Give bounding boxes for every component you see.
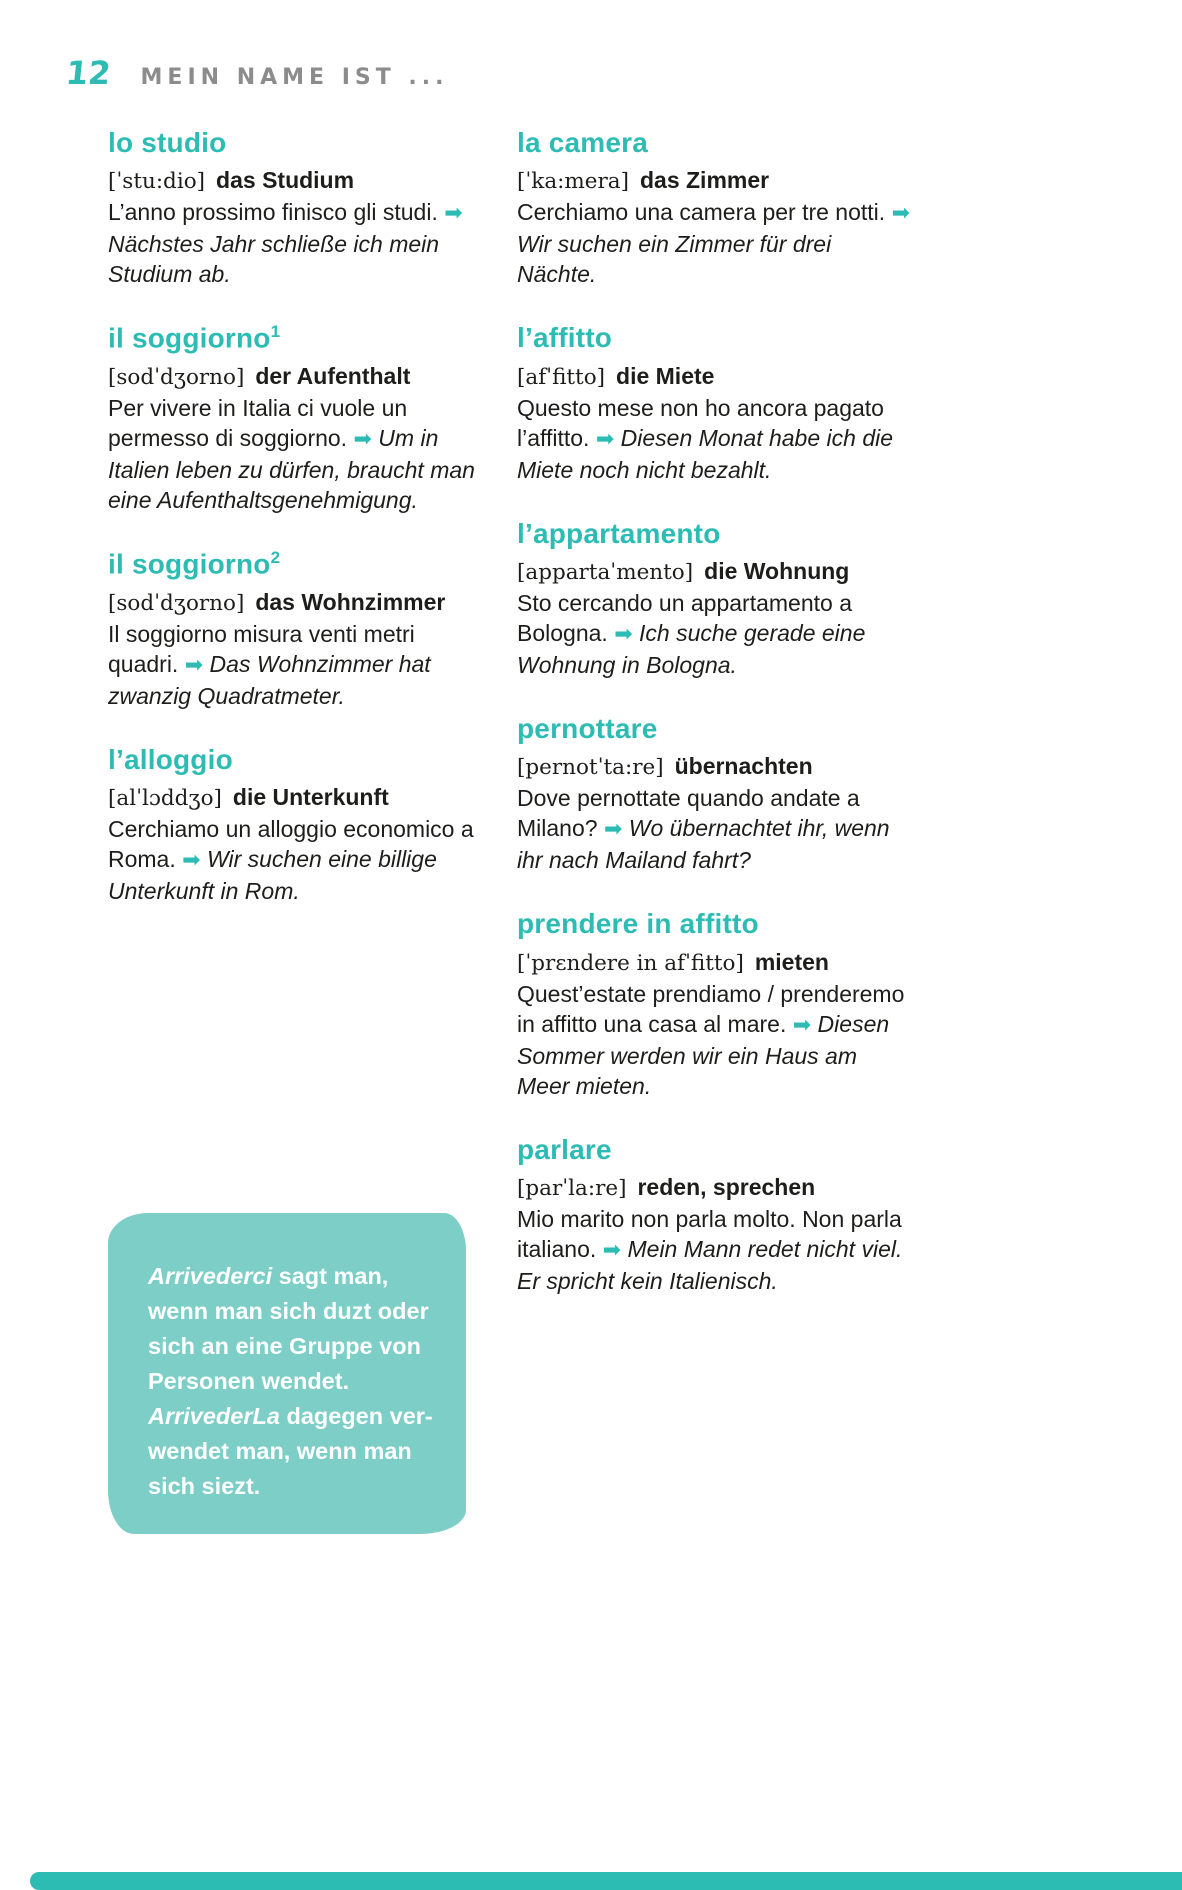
entry-example	[108, 814, 478, 906]
arrow-icon: ➡	[614, 622, 633, 648]
entry-phonetic: [sodˈdʒorno]	[108, 365, 245, 391]
headword-text: l’alloggio	[108, 743, 233, 775]
dictionary-entry	[517, 518, 915, 680]
entry-info-line	[108, 587, 478, 619]
headword-text: la camera	[517, 127, 649, 158]
entry-info-line	[517, 165, 915, 197]
usage-note-bubble	[108, 1213, 466, 1534]
entry-info-line	[517, 947, 915, 979]
headword-superscript: 1	[270, 322, 281, 342]
entry-headword	[517, 518, 915, 549]
entry-translation: der Aufenthalt	[255, 363, 411, 390]
entry-phonetic: [ˈprɛndere in afˈfitto]	[517, 950, 744, 976]
note-italian-term: ArrivederLa	[148, 1403, 280, 1429]
example-german: Wo übernachtet ihr, wenn ihr nach Mailand fahrt?	[517, 815, 890, 874]
note-text: sagt man, wenn man sich duzt oder sich an eine Gruppe von Personen wendet.	[148, 1263, 429, 1394]
left-column	[108, 127, 478, 939]
entry-translation: das Zimmer	[639, 167, 770, 194]
entry-headword	[517, 908, 915, 939]
arrow-icon: ➡	[603, 817, 623, 843]
entry-example	[517, 588, 915, 680]
example-german: Wir suchen eine billige Unterkunft in Rom.	[108, 846, 437, 905]
entry-headword	[108, 127, 478, 158]
example-german: Diesen Monat habe ich die Miete noch nicht bezahlt.	[517, 424, 894, 483]
entry-headword	[517, 713, 915, 744]
example-italian: Mio marito non parla molto. Non parla italiano.	[517, 1206, 902, 1263]
entry-info-line	[517, 556, 915, 588]
entry-info-line	[517, 361, 915, 393]
arrow-icon: ➡	[792, 1012, 812, 1038]
headword-text: il soggiorno	[108, 548, 271, 580]
dictionary-entry	[517, 1134, 915, 1296]
example-italian: Cerchiamo un alloggio economico a Roma.	[108, 816, 474, 873]
dictionary-entry	[517, 127, 915, 289]
arrow-icon: ➡	[184, 652, 204, 678]
dictionary-entry	[108, 322, 478, 515]
entry-phonetic: [pernotˈta:re]	[517, 755, 664, 781]
entry-example	[517, 1204, 915, 1296]
page-edge-bar	[30, 1872, 1182, 1890]
headword-text: pernottare	[517, 713, 658, 745]
headword-text: lo studio	[108, 127, 227, 158]
note-text: dagegen verwendet man, wenn man sich siezt.	[148, 1403, 433, 1499]
entry-info-line	[517, 1172, 915, 1204]
arrow-icon: ➡	[891, 201, 910, 227]
example-german: Nächstes Jahr schließe ich mein Studium ab.	[108, 231, 440, 288]
entry-phonetic: [alˈlɔddʒo]	[108, 786, 222, 812]
headword-text: l’affitto	[517, 322, 613, 354]
entry-phonetic: [ˈstu:dio]	[108, 169, 206, 195]
entry-translation: mieten	[754, 948, 829, 975]
entry-phonetic: [appartaˈmento]	[517, 560, 694, 586]
page-header	[66, 54, 449, 92]
dictionary-entry	[108, 548, 478, 711]
entry-headword	[517, 322, 915, 353]
headword-text: il soggiorno	[108, 322, 271, 354]
note-italian-term: Arrivederci	[148, 1263, 273, 1289]
entry-translation: übernachten	[674, 753, 813, 780]
example-german: Um in Italien leben zu dürfen, braucht man eine Aufenthaltsgenehmigung.	[108, 425, 475, 514]
headword-superscript: 2	[270, 548, 281, 568]
entry-phonetic: [parˈla:re]	[517, 1176, 627, 1202]
entry-phonetic: [ˈka:mera]	[517, 169, 629, 195]
entry-example	[108, 619, 478, 711]
dictionary-entry	[108, 127, 478, 289]
dictionary-entry	[517, 908, 915, 1100]
entry-info-line	[517, 751, 915, 783]
example-german: Diesen Sommer werden wir ein Haus am Meer mieten.	[517, 1010, 890, 1099]
arrow-icon: ➡	[182, 848, 201, 874]
entry-headword	[108, 548, 478, 580]
entry-phonetic: [sodˈdʒorno]	[108, 590, 245, 616]
entry-translation: die Unterkunft	[232, 784, 389, 811]
example-german: Wir suchen ein Zimmer für drei Nächte.	[517, 231, 832, 288]
entry-example	[517, 783, 915, 875]
entry-headword	[517, 1134, 915, 1165]
entry-info-line	[108, 165, 478, 197]
example-italian: Dove pernottate quando andate a Milano?	[517, 785, 860, 842]
example-italian: L’anno prossimo finisco gli studi.	[108, 199, 445, 226]
headword-text: l’appartamento	[517, 517, 721, 549]
example-italian: Cerchiamo una camera per tre notti.	[517, 199, 892, 226]
usage-note-text	[148, 1263, 433, 1499]
entry-example	[108, 393, 478, 515]
example-german: Mein Mann redet nicht viel. Er spricht kein Italienisch.	[517, 1236, 903, 1295]
dictionary-entry	[108, 744, 478, 906]
entry-headword	[108, 322, 478, 354]
page-number: 12	[64, 54, 113, 92]
chapter-title: MEIN NAME IST ...	[140, 65, 449, 90]
entry-translation: reden, sprechen	[637, 1174, 816, 1201]
entry-example	[517, 979, 915, 1101]
example-italian: Per vivere in Italia ci vuole un permesso di soggiorno.	[108, 395, 408, 452]
arrow-icon: ➡	[602, 1238, 622, 1264]
entry-translation: das Studium	[216, 167, 355, 194]
dictionary-entry	[517, 322, 915, 484]
entry-phonetic: [afˈfitto]	[517, 364, 606, 390]
entry-info-line	[108, 361, 478, 393]
example-italian: Questo mese non ho ancora pagato l’affitto.	[517, 394, 884, 451]
entry-example	[517, 393, 915, 485]
example-german: Ich suche gerade eine Wohnung in Bologna.	[517, 620, 866, 679]
headword-text: parlare	[517, 1133, 612, 1165]
entry-headword	[108, 744, 478, 775]
arrow-icon: ➡	[353, 427, 372, 453]
entry-translation: die Miete	[616, 362, 715, 389]
dictionary-entry	[517, 713, 915, 875]
entry-example	[108, 197, 478, 289]
arrow-icon: ➡	[444, 201, 463, 227]
entry-translation: die Wohnung	[704, 558, 850, 585]
headword-text: prendere in affitto	[517, 908, 759, 940]
example-german: Das Wohnzimmer hat zwanzig Quadratmeter.	[108, 650, 431, 709]
entry-example	[517, 197, 915, 289]
example-italian: Quest’estate prendiamo / prenderemo in affitto una casa al mare.	[517, 980, 905, 1037]
example-italian: Sto cercando un appartamento a Bologna.	[517, 590, 853, 647]
example-italian: Il soggiorno misura venti metri quadri.	[108, 620, 415, 677]
entry-info-line	[108, 782, 478, 814]
entry-headword	[517, 127, 915, 158]
right-column	[517, 127, 915, 1329]
arrow-icon: ➡	[595, 426, 615, 452]
entry-translation: das Wohnzimmer	[255, 588, 446, 615]
